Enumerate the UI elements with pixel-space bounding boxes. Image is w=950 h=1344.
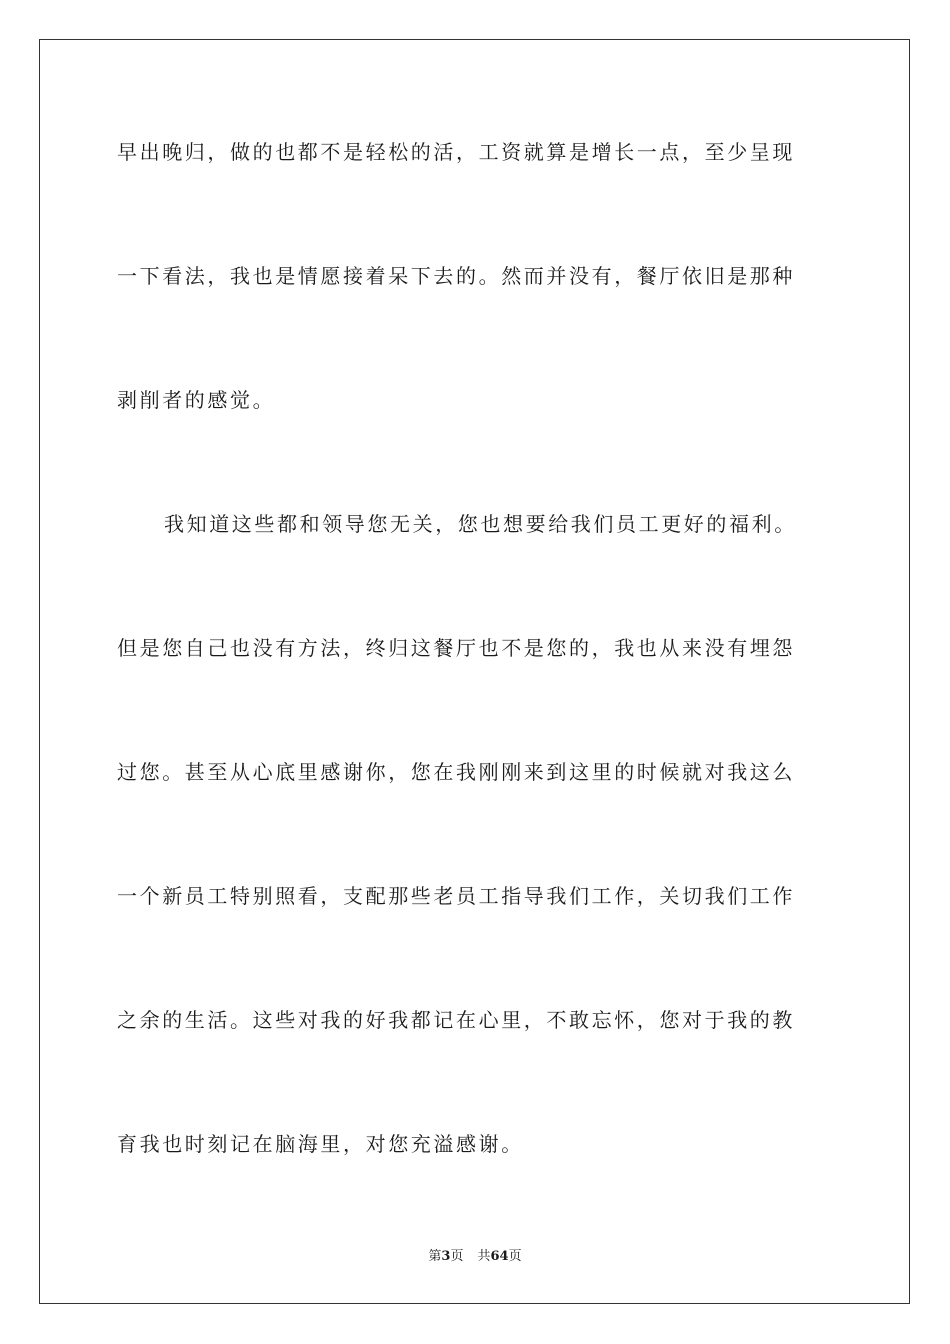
paragraph-1-line-1: 早出晚归，做的也都不是轻松的活，工资就算是增长一点，至少呈现: [117, 140, 795, 164]
current-page-number: 3: [441, 1249, 451, 1264]
page-suffix: 页: [450, 1249, 464, 1264]
page-border: [39, 39, 910, 1304]
total-page-count: 64: [490, 1249, 509, 1264]
total-suffix: 页: [508, 1249, 522, 1264]
paragraph-2-line-1: 我知道这些都和领导您无关，您也想要给我们员工更好的福利。: [164, 512, 797, 536]
paragraph-1-line-3: 剥削者的感觉。: [117, 388, 276, 412]
page-footer: [0, 1249, 950, 1265]
paragraph-1-line-2: 一下看法，我也是情愿接着呆下去的。然而并没有，餐厅依旧是那种: [117, 264, 795, 288]
total-prefix: 共: [477, 1249, 491, 1264]
paragraph-2-line-3: 过您。甚至从心底里感谢你，您在我刚刚来到这里的时候就对我这么: [117, 760, 795, 784]
paragraph-2-line-2: 但是您自己也没有方法，终归这餐厅也不是您的，我也从来没有埋怨: [117, 636, 795, 660]
paragraph-2-line-5: 之余的生活。这些对我的好我都记在心里，不敢忘怀，您对于我的教: [117, 1008, 795, 1032]
paragraph-2-line-4: 一个新员工特别照看，支配那些老员工指导我们工作，关切我们工作: [117, 884, 795, 908]
paragraph-2-line-6: 育我也时刻记在脑海里，对您充溢感谢。: [117, 1132, 524, 1156]
page-prefix: 第: [428, 1249, 442, 1264]
